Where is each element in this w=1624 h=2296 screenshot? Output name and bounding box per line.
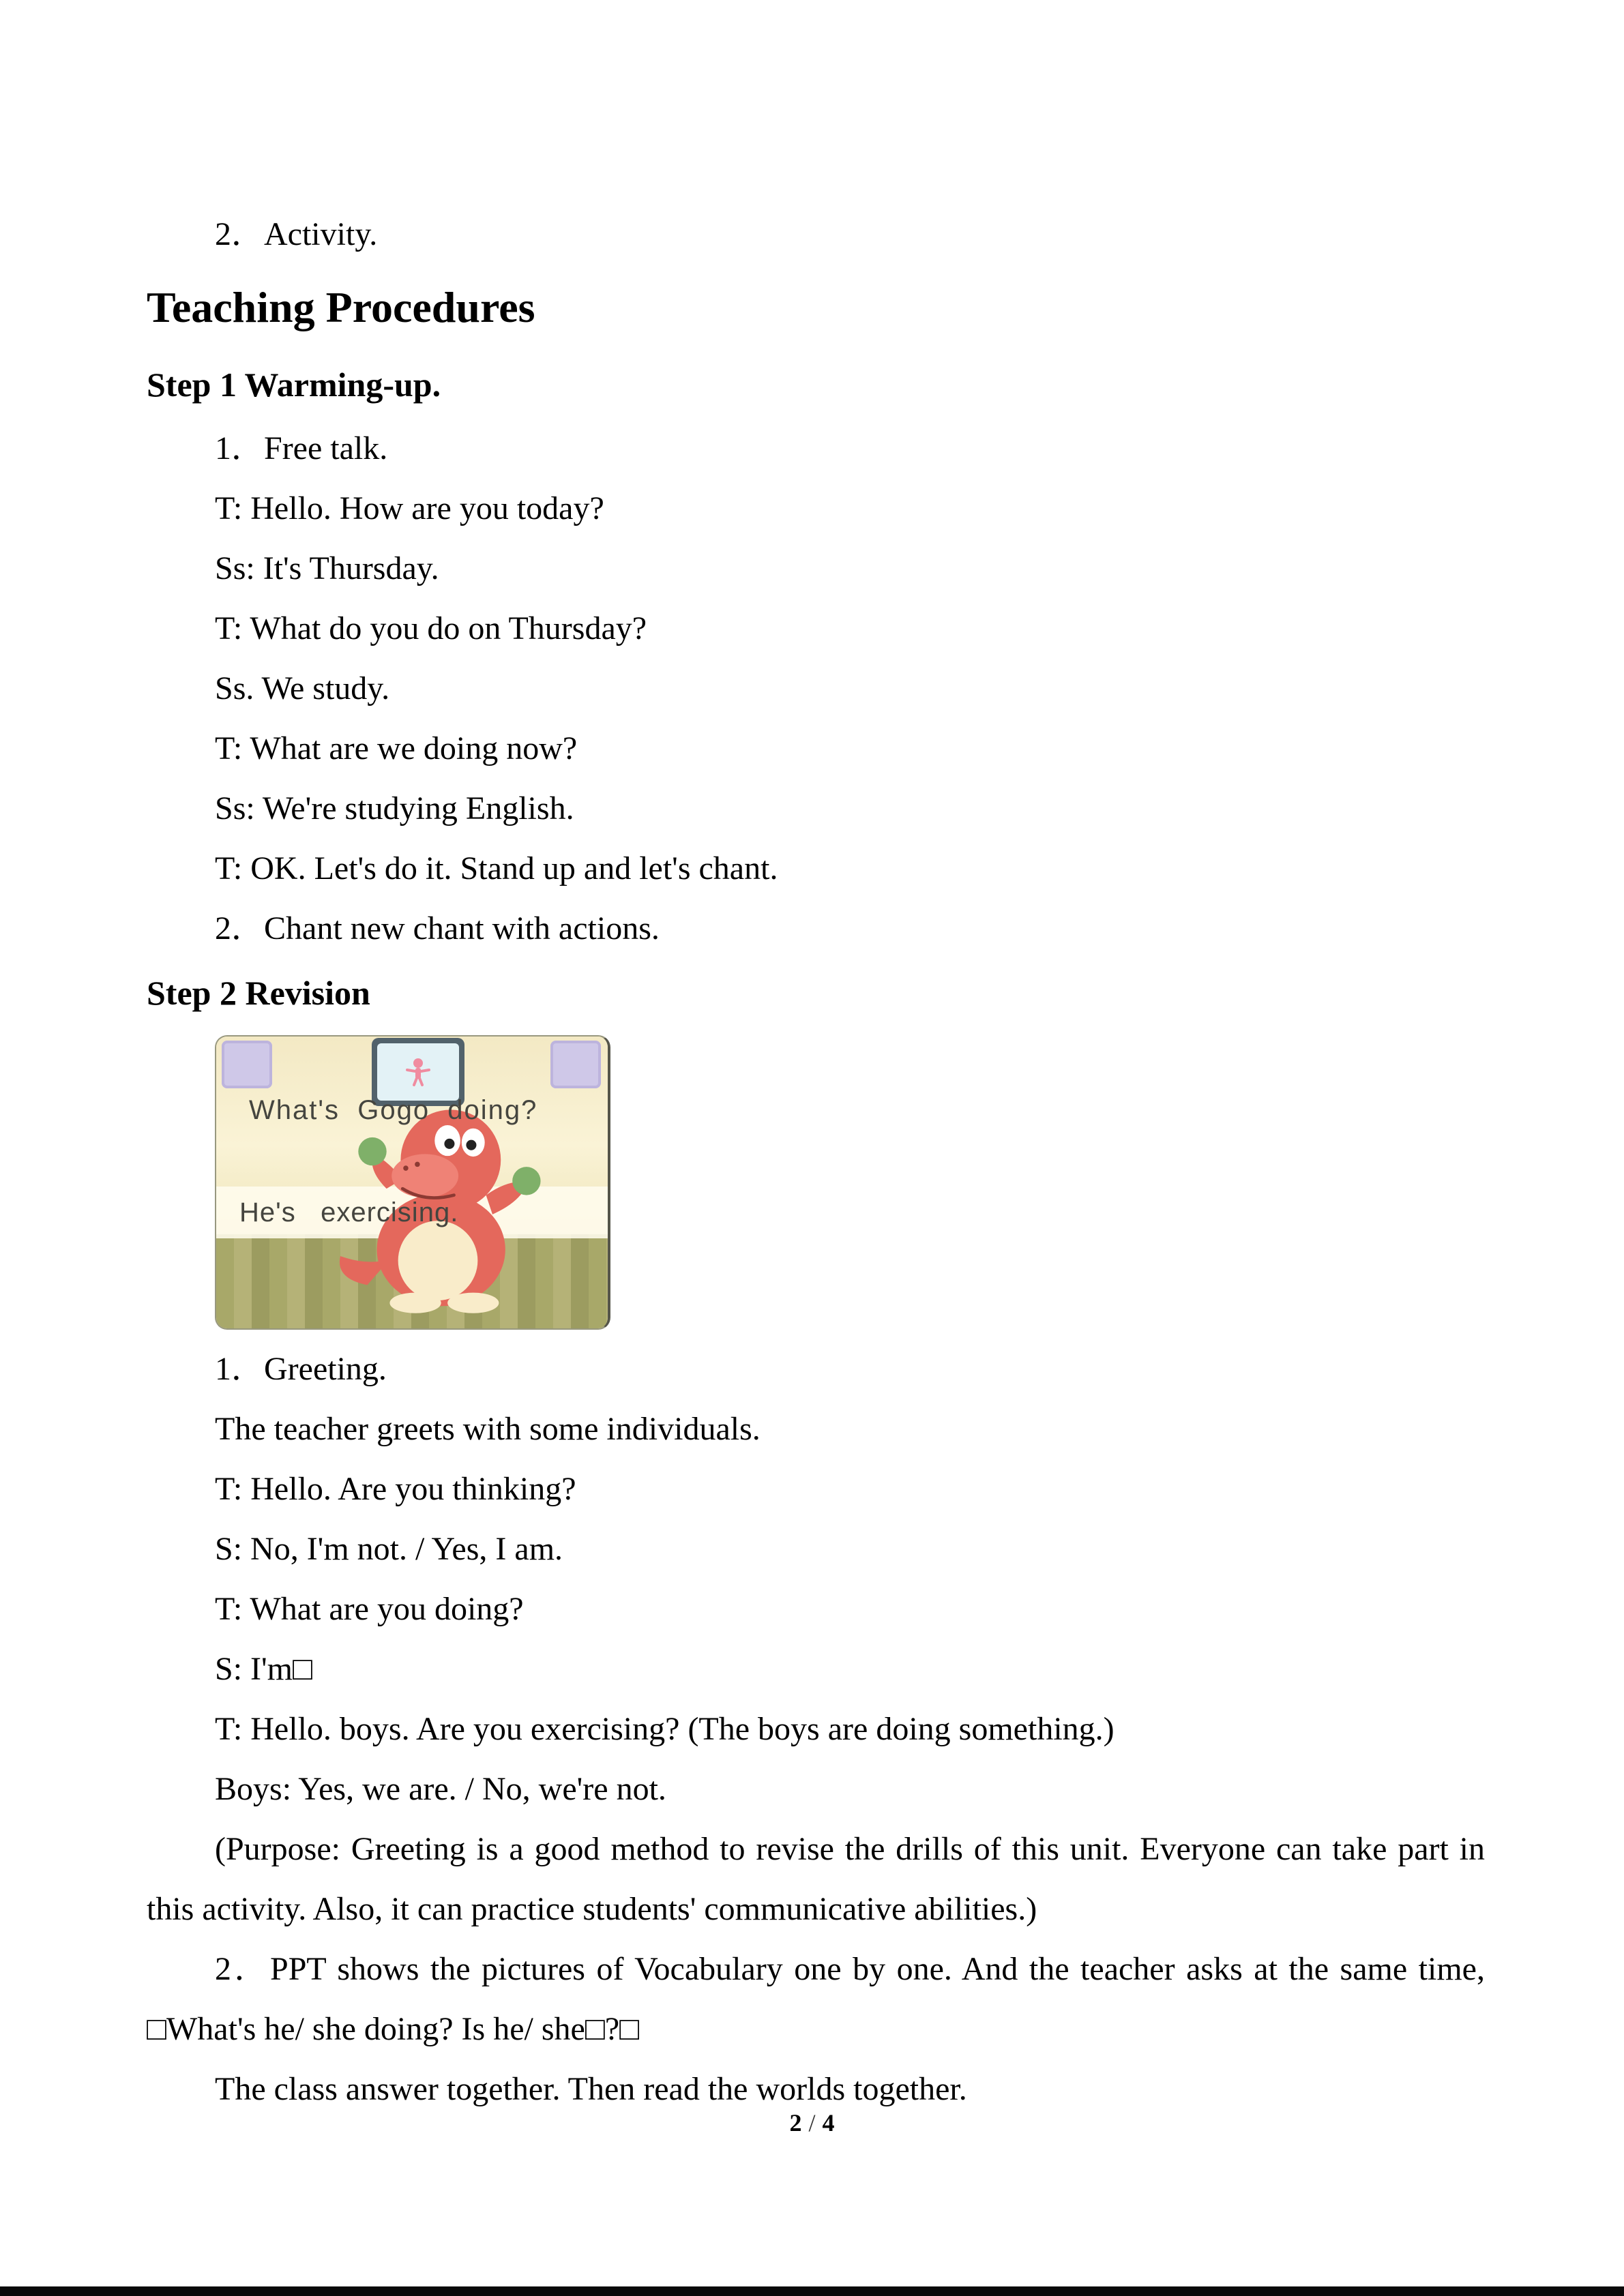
heading-teaching-procedures: Teaching Procedures [147,283,535,331]
window-bottom-border [0,2286,1624,2296]
paragraph-chant: 2．Chant new chant with actions. [215,910,660,946]
window-pane-icon [550,1041,601,1088]
paragraph-dialog-t4: T: OK. Let's do it. Stand up and let's chant. [215,850,778,886]
paragraph-dialog-t3: T: What are we doing now? [215,730,578,766]
slide-question-text: What's Gogo doing? [249,1095,538,1125]
paragraph-dialog-s1: S: No, I'm not. / Yes, I am. [215,1531,563,1567]
paragraph-activity: 2．Activity. [215,216,378,252]
paragraph-dialog-t7: T: Hello. boys. Are you exercising? (The boys are doing something.) [215,1711,1114,1747]
paragraph-dialog-s2: S: I'm□ [215,1651,312,1687]
heading-step1-warming-up: Step 1 Warming-up. [147,366,441,404]
paragraph-dialog-t2: T: What do you do on Thursday? [215,610,647,646]
paragraph-dialog-t5: T: Hello. Are you thinking? [215,1471,576,1507]
page-number-separator: / [808,2109,816,2136]
paragraph-teacher-greets: The teacher greets with some individuals. [215,1411,761,1447]
slide-answer-text: He's exercising. [239,1197,459,1227]
lesson-slide-image [215,1035,610,1330]
paragraph-dialog-ss1: Ss: It's Thursday. [215,550,439,586]
paragraph-dialog-boys: Boys: Yes, we are. / No, we're not. [215,1771,666,1807]
paragraph-class-answer: The class answer together. Then read the worlds together. [215,2071,967,2107]
paragraph-dialog-ss3: Ss: We're studying English. [215,790,574,826]
paragraph-free-talk: 1．Free talk. [215,430,388,466]
paragraph-ppt-shows: 2．PPT shows the pictures of Vocabulary one by one. And the teacher asks at the same time, □What's he/ she doing? Is he/ she□?□ [147,1951,1485,2047]
paragraph-greeting: 1．Greeting. [215,1351,387,1387]
document-content [147,205,1485,2119]
paragraph-purpose: (Purpose: Greeting is a good method to revise the drills of this unit. Everyone can take part in this activity. Also, it can practice students' communicative abilities.) [147,1831,1485,1927]
paragraph-dialog-t1: T: Hello. How are you today? [215,490,604,526]
heading-step2-revision: Step 2 Revision [147,974,370,1012]
window-pane-icon [222,1041,272,1088]
page-footer [0,2108,1624,2137]
paragraph-dialog-ss2: Ss. We study. [215,670,390,706]
paragraph-dialog-t6: T: What are you doing? [215,1591,524,1627]
page-number-current: 2 [789,2109,802,2136]
page-number-total: 4 [822,2109,835,2136]
